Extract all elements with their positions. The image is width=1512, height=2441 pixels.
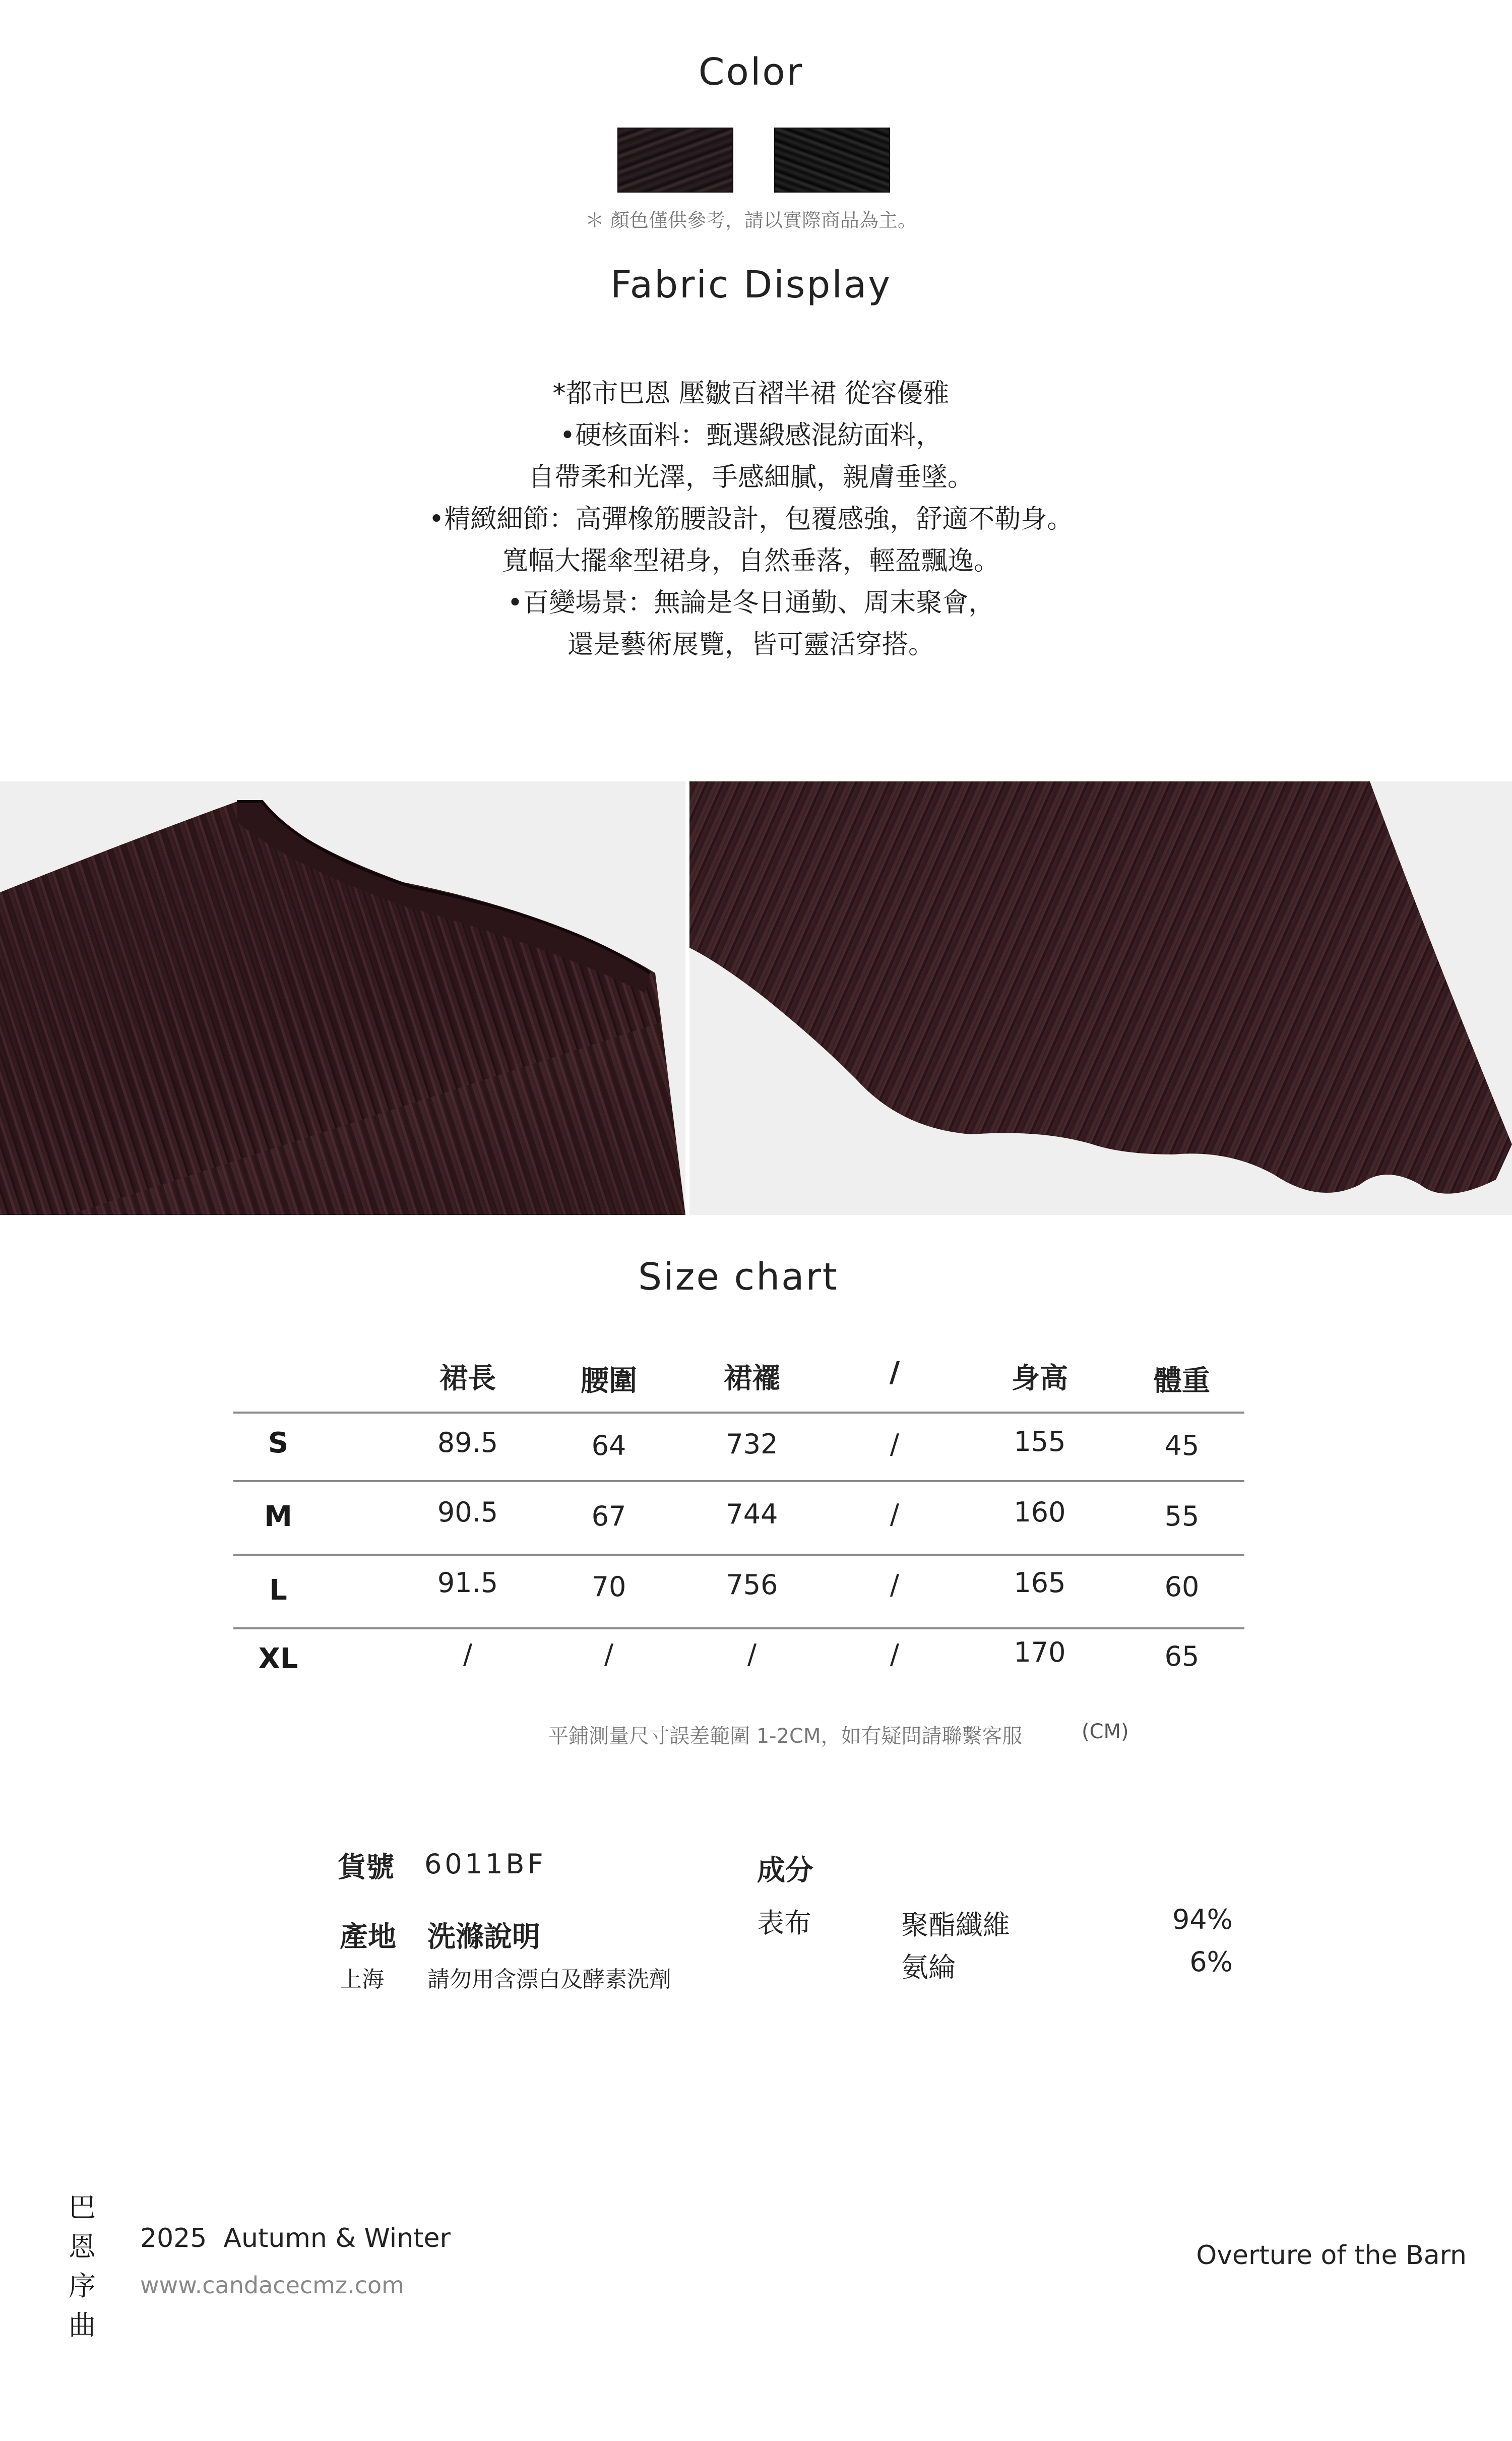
- description-line: 還是藝術展覽，皆可靈活穿搭。: [567, 630, 934, 660]
- fabric-description: [0, 373, 1502, 666]
- brand-char: 巴: [69, 2191, 96, 2223]
- skirt-waistband-photo: [0, 781, 685, 1215]
- table-cell: /: [604, 1638, 614, 1670]
- composition-label: 成分: [757, 1854, 813, 1887]
- fabric-display-heading: Fabric Display: [610, 263, 892, 307]
- description-line: *都市巴恩 壓皺百褶半裙 從容優雅: [552, 379, 950, 409]
- material-name: 聚酯纖維: [901, 1909, 1010, 1941]
- unit-label: (CM): [1082, 1720, 1129, 1743]
- description-line: 寬幅大擺傘型裙身，自然垂落，輕盈飄逸。: [501, 546, 1000, 576]
- table-cell: /: [890, 1569, 900, 1601]
- table-cell: 70: [591, 1571, 626, 1603]
- color-disclaimer: ＊ 顏色僅供參考，請以實際商品為主。: [585, 209, 917, 231]
- color-swatch-black[interactable]: [774, 128, 890, 193]
- table-cell: /: [890, 1428, 900, 1460]
- table-cell: 160: [1014, 1496, 1066, 1528]
- description-line: •精緻細節：高彈橡筋腰設計，包覆感強，舒適不勒身。: [428, 504, 1074, 534]
- table-cell: 60: [1164, 1571, 1200, 1603]
- table-cell: /: [890, 1638, 900, 1670]
- table-cell: 732: [726, 1428, 778, 1460]
- size-label: XL: [258, 1642, 298, 1675]
- care-instructions: 請勿用含漂白及酵素洗劑: [427, 1967, 671, 1992]
- table-cell: /: [463, 1638, 473, 1670]
- header-skirt-length: 裙長: [439, 1362, 496, 1395]
- header-waist: 腰圍: [581, 1365, 637, 1397]
- table-cell: 90.5: [437, 1496, 498, 1528]
- description-line: 自帶柔和光澤，手感細膩，親膚垂墜。: [528, 462, 974, 493]
- color-swatch-dark-plum[interactable]: [617, 128, 733, 193]
- brand-logo-vertical: [65, 2188, 100, 2345]
- table-cell: 65: [1164, 1640, 1200, 1672]
- table-cell: 744: [726, 1498, 778, 1530]
- table-divider: [233, 1412, 1244, 1414]
- table-cell: 67: [591, 1500, 626, 1532]
- season-label: 2025 Autumn & Winter: [140, 2223, 451, 2253]
- collection-name: Overture of the Barn: [1196, 2240, 1467, 2271]
- table-cell: 756: [726, 1569, 778, 1601]
- material-percent: 94%: [1172, 1904, 1233, 1935]
- table-cell: 91.5: [437, 1567, 498, 1599]
- table-divider: [233, 1627, 1244, 1629]
- brand-char: 序: [69, 2270, 96, 2302]
- table-cell: 89.5: [437, 1427, 498, 1458]
- table-cell: 64: [591, 1430, 626, 1461]
- table-cell: 165: [1014, 1567, 1066, 1599]
- care-label: 洗滌說明: [427, 1921, 540, 1954]
- size-label: M: [264, 1500, 292, 1533]
- origin-label: 產地: [340, 1921, 396, 1954]
- item-number-label: 貨號: [338, 1851, 394, 1884]
- table-cell: /: [890, 1498, 900, 1530]
- description-line: •硬核面料：甄選緞感混紡面料，: [559, 420, 942, 451]
- measurement-note: 平鋪測量尺寸誤差範圍 1-2CM，如有疑問請聯繫客服: [548, 1725, 1023, 1748]
- fabric-label: 表布: [757, 1907, 811, 1939]
- brand-char: 曲: [69, 2309, 96, 2341]
- table-cell: /: [747, 1638, 757, 1670]
- size-chart-heading: Size chart: [638, 1255, 839, 1299]
- size-label: S: [268, 1427, 289, 1459]
- material-name: 氨綸: [901, 1951, 956, 1983]
- item-number: 6011BF: [424, 1848, 546, 1880]
- table-divider: [233, 1480, 1244, 1482]
- header-weight: 體重: [1154, 1365, 1210, 1397]
- website-link[interactable]: www.candacecmz.com: [140, 2272, 404, 2299]
- table-divider: [233, 1554, 1244, 1556]
- description-line: •百變場景：無論是冬日通勤、周末聚會，: [507, 588, 995, 618]
- color-heading: Color: [698, 50, 804, 94]
- brand-char: 恩: [69, 2231, 96, 2263]
- skirt-hem-photo: [689, 781, 1512, 1215]
- table-cell: 170: [1014, 1636, 1066, 1668]
- size-label: L: [269, 1574, 287, 1607]
- table-cell: 155: [1014, 1426, 1066, 1457]
- header-separator: /: [889, 1356, 900, 1389]
- table-cell: 45: [1164, 1430, 1200, 1461]
- header-height: 身高: [1012, 1362, 1068, 1395]
- material-percent: 6%: [1189, 1946, 1233, 1978]
- table-cell: 55: [1164, 1500, 1200, 1532]
- origin-value: 上海: [340, 1967, 384, 1992]
- header-hem: 裙襬: [724, 1362, 780, 1395]
